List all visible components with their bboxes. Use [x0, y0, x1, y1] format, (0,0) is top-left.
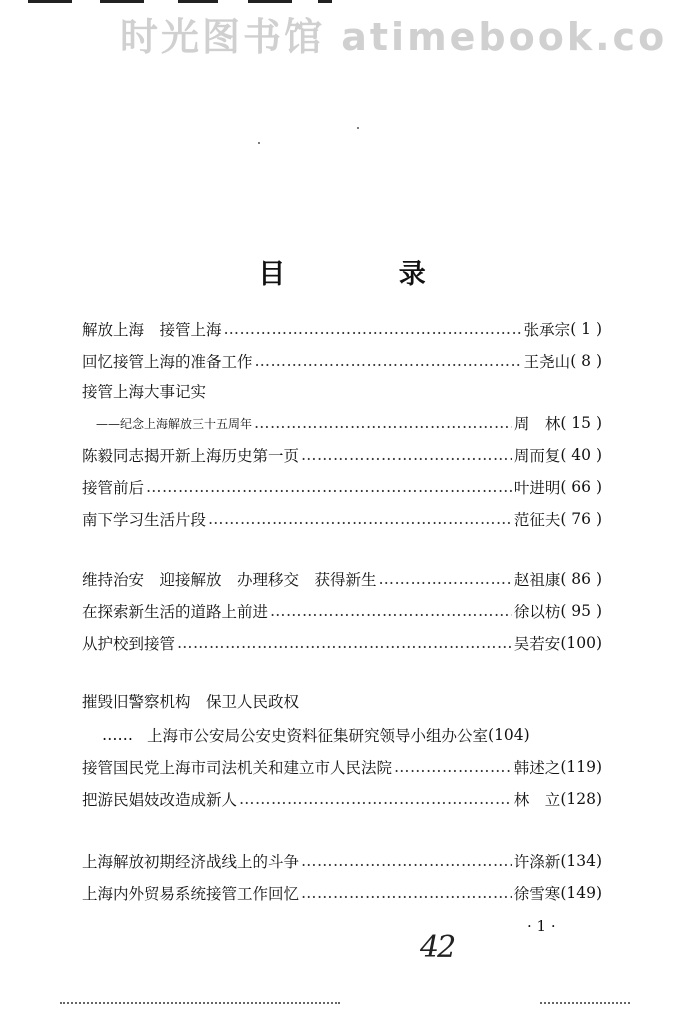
toc-entry[interactable] [82, 596, 602, 626]
toc-entry-author: 王尧山 [523, 353, 571, 371]
toc-entry[interactable] [82, 440, 602, 470]
toc-entry-author: 韩述之 [513, 759, 561, 777]
toc-entry[interactable] [82, 784, 602, 814]
toc-entry-title: 维持治安 迎接解放 办理移交 获得新生 [82, 571, 377, 589]
toc-entry-author: 徐以枋 [513, 603, 561, 621]
leader-dots [254, 414, 512, 432]
handwritten-note: 42 [420, 930, 455, 965]
toc-entry[interactable] [82, 504, 602, 534]
toc-entry[interactable] [82, 472, 602, 502]
toc-entry-author: 周 林 [513, 415, 561, 433]
toc-entry-page: ( 66 ) [560, 478, 602, 496]
toc-entry-title: 接管前后 [82, 479, 145, 497]
toc-entry-page: ( 8 ) [570, 352, 602, 370]
page-number: · 1 · [527, 917, 556, 935]
toc-entry[interactable] [82, 346, 602, 376]
toc-entry[interactable] [82, 628, 602, 658]
toc-entry-author: 许涤新 [513, 853, 561, 871]
toc-entry-title: 把游民娼妓改造成新人 [82, 791, 238, 809]
toc-entry-author: 赵祖康 [513, 571, 561, 589]
toc-entry-page: (149) [560, 884, 602, 902]
toc-entry-title: 接管国民党上海市司法机关和建立市人民法院 [82, 759, 393, 777]
top-rule [100, 0, 144, 3]
toc-entry-page: (119) [560, 758, 602, 776]
toc-entry[interactable] [82, 314, 602, 344]
toc-entry-author: 叶进明 [513, 479, 561, 497]
scan-speck [258, 142, 260, 144]
watermark: 时光图书馆 atimebook.co [120, 15, 668, 59]
leader-dots [255, 352, 522, 370]
toc-entry-title: 南下学习生活片段 [82, 511, 207, 529]
toc-entry[interactable] [82, 564, 602, 594]
leader-dots [224, 320, 522, 338]
toc-entry[interactable] [82, 846, 602, 876]
toc-entry-title: 陈毅同志揭开新上海历史第一页 [82, 447, 300, 465]
top-rule [318, 0, 332, 3]
toc-entry-author: 林 立 [513, 791, 561, 809]
top-rule [28, 0, 72, 3]
toc-entry-title: 上海内外贸易系统接管工作回忆 [82, 885, 300, 903]
leader-dots [301, 884, 512, 902]
toc-entry-author: 徐雪寒 [513, 885, 561, 903]
toc-sub-entry[interactable] [96, 408, 602, 438]
toc-entry-author: 吴若安 [513, 635, 561, 653]
toc-entry-page: (100) [560, 634, 602, 652]
toc-entry-author: 上海市公安局公安史资料征集研究领导小组办公室 [147, 727, 489, 745]
toc-office-entry[interactable] [102, 720, 602, 750]
toc-entry-title: 解放上海 接管上海 [82, 321, 222, 339]
toc-entry-subtitle: ——纪念上海解放三十五周年 [96, 416, 253, 431]
leader-dots [301, 852, 512, 870]
top-rule [178, 0, 218, 3]
toc-entry-page: ( 95 ) [560, 602, 602, 620]
leader-dots [177, 634, 512, 652]
toc-entry-author: 周而复 [513, 447, 561, 465]
leader-dots [239, 790, 512, 808]
toc-entry-page: ( 15 ) [560, 414, 602, 432]
toc-heading[interactable]: 接管上海大事记实 [82, 383, 207, 401]
toc-entry-page: ( 76 ) [560, 510, 602, 528]
toc-entry-title: 上海解放初期经济战线上的斗争 [82, 853, 300, 871]
leader-dots [208, 510, 512, 528]
leader-dots [270, 602, 512, 620]
toc-entry-author: 张承宗 [523, 321, 571, 339]
toc-entry-page: (134) [560, 852, 602, 870]
toc-heading[interactable]: 摧毁旧警察机构 保卫人民政权 [82, 693, 300, 711]
bottom-rule [540, 1002, 630, 1005]
toc-entry-title: 从护校到接管 [82, 635, 176, 653]
leader-dots [301, 446, 512, 464]
scan-speck [357, 127, 359, 129]
toc-entry-page: (128) [560, 790, 602, 808]
toc-entry-page: ( 1 ) [570, 320, 602, 338]
toc-title: 目 录 [258, 259, 478, 290]
top-rule [248, 0, 292, 3]
bottom-rule [60, 1002, 340, 1005]
leader-dots [394, 758, 512, 776]
toc-entry[interactable] [82, 878, 602, 908]
toc-entry-author: 范征夫 [513, 511, 561, 529]
toc-entry-page: ( 86 ) [560, 570, 602, 588]
leader-dots: …… [102, 726, 133, 744]
leader-dots [146, 478, 512, 496]
toc-entry-page: ( 40 ) [560, 446, 602, 464]
toc-entry[interactable] [82, 752, 602, 782]
toc-entry-page: (104) [488, 726, 530, 744]
leader-dots [379, 570, 512, 588]
toc-entry-title: 在探索新生活的道路上前进 [82, 603, 269, 621]
toc-entry-title: 回忆接管上海的准备工作 [82, 353, 253, 371]
